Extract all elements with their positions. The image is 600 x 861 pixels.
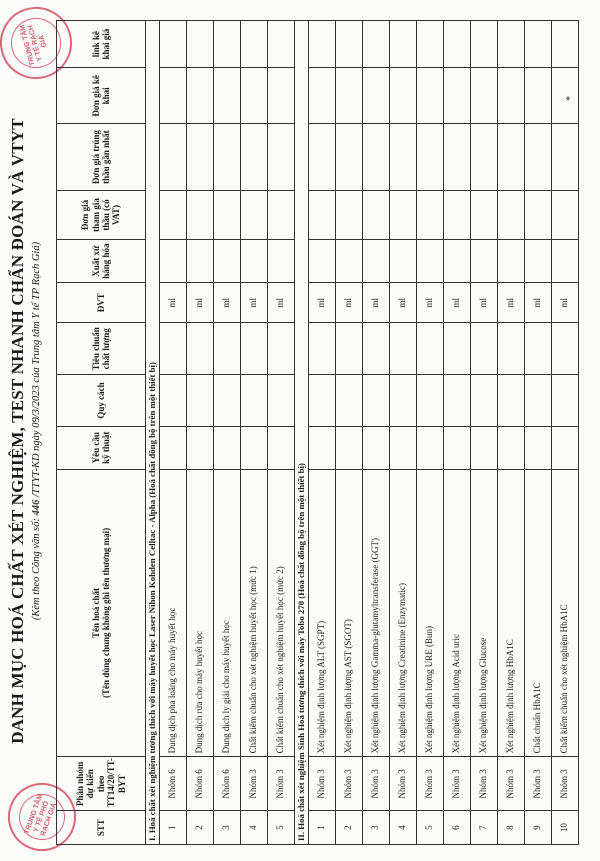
req-cell (417, 426, 444, 469)
spec-cell (160, 375, 187, 427)
table-row (390, 21, 417, 845)
group-cell: Nhóm 6 (214, 757, 241, 811)
price-link-cell (241, 21, 268, 68)
standard-cell (268, 323, 295, 375)
name-cell: Xét nghiệm định lượng Gamma-glutamyltransferase (GGT) (363, 469, 390, 757)
standard-cell (471, 323, 498, 375)
unit-cell: ml (552, 282, 579, 322)
last-price-cell (336, 124, 363, 190)
spec-cell (417, 375, 444, 427)
section-header-row (295, 21, 309, 845)
group-cell: Nhóm 3 (498, 757, 525, 811)
handwritten-number: 446 (31, 499, 42, 516)
bid-price-cell (268, 190, 295, 239)
standard-cell (390, 323, 417, 375)
standard-cell (187, 323, 214, 375)
col-header: Đơn giá trúng thầu gần nhất (57, 124, 146, 190)
declared-price-cell (363, 68, 390, 124)
group-cell: Nhóm 3 (552, 757, 579, 811)
last-price-cell (417, 124, 444, 190)
origin-cell (363, 240, 390, 283)
group-cell: Nhóm 3 (390, 757, 417, 811)
group-cell: Nhóm 3 (241, 757, 268, 811)
unit-cell: ml (498, 282, 525, 322)
document-title: DANH MỤC HOÁ CHẤT XÉT NGHIỆM, TEST NHANH CHẨN ĐOÁN VÀ VTYT (8, 118, 27, 744)
standard-cell (525, 323, 552, 375)
spec-cell (214, 375, 241, 427)
name-cell: Xét nghiệm định lượng ALT (SGPT) (309, 469, 336, 757)
stt-cell: 8 (498, 811, 525, 845)
origin-cell (390, 240, 417, 283)
table-row (552, 21, 579, 845)
price-link-cell (444, 21, 471, 68)
price-link-cell (160, 21, 187, 68)
unit-cell: ml (241, 282, 268, 322)
col-header: ĐVT (57, 282, 146, 322)
origin-cell (187, 240, 214, 283)
name-cell: Xét nghiệm định lượng AST (SGOT) (336, 469, 363, 757)
origin-cell (241, 240, 268, 283)
last-price-cell (309, 124, 336, 190)
stt-cell: 3 (363, 811, 390, 845)
standard-cell (336, 323, 363, 375)
unit-cell: ml (214, 282, 241, 322)
section-header-row (146, 21, 160, 845)
table-row (214, 21, 241, 845)
origin-cell (309, 240, 336, 283)
last-price-cell (363, 124, 390, 190)
bid-price-cell (160, 190, 187, 239)
unit-cell: ml (417, 282, 444, 322)
bid-price-cell (552, 190, 579, 239)
group-cell: Nhóm 3 (336, 757, 363, 811)
spec-cell (471, 375, 498, 427)
red-seal-stamp-left: TRUNG TÂM Y TẾ PHỐ RẠCH GIÁ (0, 773, 86, 860)
col-header: Tên hoá chất (Tên dùng chung không ghi tên thương mại) (57, 469, 146, 757)
unit-cell: ml (268, 282, 295, 322)
standard-cell (160, 323, 187, 375)
req-cell (363, 426, 390, 469)
name-cell: Chất kiểm chuẩn cho xét nghiệm huyết học (mức 1) (241, 469, 268, 757)
req-cell (309, 426, 336, 469)
table-row (444, 21, 471, 845)
spec-cell (498, 375, 525, 427)
declared-price-cell (525, 68, 552, 124)
origin-cell (552, 240, 579, 283)
name-cell: Xét nghiệm định lượng URE (Bun) (417, 469, 444, 757)
origin-cell (417, 240, 444, 283)
document-subtitle: (Kèm theo Công văn số: 446 /TTYT-KD ngày 09/3/2023 của Trung tâm Y tế TP Rạch Giá) (31, 241, 42, 621)
origin-cell (471, 240, 498, 283)
name-cell: Xét nghiệm định lượng HbA1C (498, 469, 525, 757)
stt-cell: 3 (214, 811, 241, 845)
group-cell: Nhóm 3 (525, 757, 552, 811)
name-cell: Dung dịch ly giải cho máy huyết học (214, 469, 241, 757)
unit-cell: ml (160, 282, 187, 322)
spec-cell (336, 375, 363, 427)
declared-price-cell (444, 68, 471, 124)
spec-cell (241, 375, 268, 427)
last-price-cell (187, 124, 214, 190)
table-row (187, 21, 214, 845)
spec-cell (363, 375, 390, 427)
last-price-cell (160, 124, 187, 190)
stt-cell: 1 (160, 811, 187, 845)
stt-cell: 4 (241, 811, 268, 845)
spec-cell (390, 375, 417, 427)
price-link-cell (498, 21, 525, 68)
last-price-cell (214, 124, 241, 190)
standard-cell (498, 323, 525, 375)
spec-cell (444, 375, 471, 427)
req-cell (214, 426, 241, 469)
price-link-cell (214, 21, 241, 68)
spec-cell (268, 375, 295, 427)
group-cell: Nhóm 3 (471, 757, 498, 811)
origin-cell (160, 240, 187, 283)
page-mark: * (565, 96, 576, 101)
name-cell: Chất chuẩn HbA1C (525, 469, 552, 757)
standard-cell (309, 323, 336, 375)
bid-price-cell (187, 190, 214, 239)
spec-cell (525, 375, 552, 427)
name-cell: Xét nghiệm định lượng Glucose (471, 469, 498, 757)
col-header: Đơn giá kê khai (57, 68, 146, 124)
section-title: II. Hoá chất xét nghiệm Sinh Hoá tương thích với máy Tobo 270 (Hoá chất đồng bộ trên một thiết bị) (295, 21, 309, 845)
group-cell: Nhóm 3 (268, 757, 295, 811)
bid-price-cell (214, 190, 241, 239)
stt-cell: 7 (471, 811, 498, 845)
req-cell (390, 426, 417, 469)
bid-price-cell (363, 190, 390, 239)
req-cell (471, 426, 498, 469)
col-header: Tiêu chuẩn chất lượng (57, 323, 146, 375)
section-title: I. Hoá chất xét nghiệm tương thích với máy huyết học Laser Nihon Kohden Celltac - Alpha (Hoá chất đồng bộ trên một thiết bị) (146, 21, 160, 845)
price-link-cell (336, 21, 363, 68)
name-cell: Dung dịch pha loãng cho máy huyết học (160, 469, 187, 757)
items-table (56, 20, 579, 845)
standard-cell (363, 323, 390, 375)
declared-price-cell (268, 68, 295, 124)
red-seal-stamp-right: TRUNG TÂM Y TẾ RẠCH GIÁ (0, 0, 80, 87)
table-row (498, 21, 525, 845)
origin-cell (214, 240, 241, 283)
stt-cell: 4 (390, 811, 417, 845)
table-row (160, 21, 187, 845)
declared-price-cell (498, 68, 525, 124)
stt-cell: 1 (309, 811, 336, 845)
bid-price-cell (471, 190, 498, 239)
group-cell: Nhóm 3 (444, 757, 471, 811)
spec-cell (552, 375, 579, 427)
price-link-cell (268, 21, 295, 68)
price-link-cell (187, 21, 214, 68)
bid-price-cell (498, 190, 525, 239)
last-price-cell (552, 124, 579, 190)
standard-cell (552, 323, 579, 375)
name-cell: Chất kiểm chuẩn cho xét nghiệm HbA1C (552, 469, 579, 757)
name-cell: Xét nghiệm định lượng Creatinine (Enzymatic) (390, 469, 417, 757)
col-header: Quy cách (57, 375, 146, 427)
table-row (363, 21, 390, 845)
table-row (525, 21, 552, 845)
origin-cell (444, 240, 471, 283)
req-cell (444, 426, 471, 469)
last-price-cell (525, 124, 552, 190)
bid-price-cell (417, 190, 444, 239)
table-row (417, 21, 444, 845)
standard-cell (417, 323, 444, 375)
col-header: Đơn giá tham gia thầu (có VAT) (57, 190, 146, 239)
origin-cell (525, 240, 552, 283)
unit-cell: ml (390, 282, 417, 322)
name-cell: Xét nghiệm định lượng Acid uric (444, 469, 471, 757)
origin-cell (268, 240, 295, 283)
unit-cell: ml (525, 282, 552, 322)
last-price-cell (471, 124, 498, 190)
origin-cell (336, 240, 363, 283)
name-cell: Chất kiểm chuẩn cho xét nghiệm huyết học (mức 2) (268, 469, 295, 757)
declared-price-cell (160, 68, 187, 124)
table-row (336, 21, 363, 845)
declared-price-cell (471, 68, 498, 124)
req-cell (268, 426, 295, 469)
unit-cell: ml (187, 282, 214, 322)
group-cell: Nhóm 6 (160, 757, 187, 811)
price-link-cell (471, 21, 498, 68)
table-row (309, 21, 336, 845)
spec-cell (187, 375, 214, 427)
group-cell: Nhóm 3 (309, 757, 336, 811)
req-cell (241, 426, 268, 469)
col-header: STT (57, 811, 146, 845)
unit-cell: ml (309, 282, 336, 322)
stt-cell: 2 (336, 811, 363, 845)
price-link-cell (525, 21, 552, 68)
declared-price-cell (336, 68, 363, 124)
standard-cell (444, 323, 471, 375)
col-header: Phân nhóm dự kiến theo TT14/20/TT-BYT (57, 757, 146, 811)
unit-cell: ml (336, 282, 363, 322)
last-price-cell (498, 124, 525, 190)
declared-price-cell (390, 68, 417, 124)
spec-cell (309, 375, 336, 427)
bid-price-cell (309, 190, 336, 239)
declared-price-cell (241, 68, 268, 124)
table-row (268, 21, 295, 845)
unit-cell: ml (363, 282, 390, 322)
last-price-cell (241, 124, 268, 190)
declared-price-cell (309, 68, 336, 124)
origin-cell (498, 240, 525, 283)
bid-price-cell (525, 190, 552, 239)
standard-cell (241, 323, 268, 375)
declared-price-cell (417, 68, 444, 124)
req-cell (525, 426, 552, 469)
last-price-cell (390, 124, 417, 190)
price-link-cell (363, 21, 390, 68)
req-cell (552, 426, 579, 469)
bid-price-cell (336, 190, 363, 239)
stt-cell: 9 (525, 811, 552, 845)
stt-cell: 5 (268, 811, 295, 845)
col-header: link kê khai giá (57, 21, 146, 68)
stt-cell: 10 (552, 811, 579, 845)
table-row (241, 21, 268, 845)
req-cell (187, 426, 214, 469)
price-link-cell (417, 21, 444, 68)
last-price-cell (268, 124, 295, 190)
stt-cell: 6 (444, 811, 471, 845)
standard-cell (214, 323, 241, 375)
last-price-cell (444, 124, 471, 190)
stt-cell: 5 (417, 811, 444, 845)
unit-cell: ml (444, 282, 471, 322)
bid-price-cell (444, 190, 471, 239)
price-link-cell (309, 21, 336, 68)
name-cell: Dung dịch rửa cho máy huyết học (187, 469, 214, 757)
price-link-cell (552, 21, 579, 68)
col-header: Xuất xứ hàng hóa (57, 240, 146, 283)
bid-price-cell (390, 190, 417, 239)
req-cell (498, 426, 525, 469)
price-link-cell (390, 21, 417, 68)
declared-price-cell (187, 68, 214, 124)
unit-cell: ml (471, 282, 498, 322)
declared-price-cell (214, 68, 241, 124)
table-row (471, 21, 498, 845)
group-cell: Nhóm 3 (417, 757, 444, 811)
bid-price-cell (241, 190, 268, 239)
col-header: Yêu cầu kỹ thuật (57, 426, 146, 469)
req-cell (160, 426, 187, 469)
req-cell (336, 426, 363, 469)
table-header-row (57, 21, 146, 845)
group-cell: Nhóm 6 (187, 757, 214, 811)
stt-cell: 2 (187, 811, 214, 845)
group-cell: Nhóm 3 (363, 757, 390, 811)
